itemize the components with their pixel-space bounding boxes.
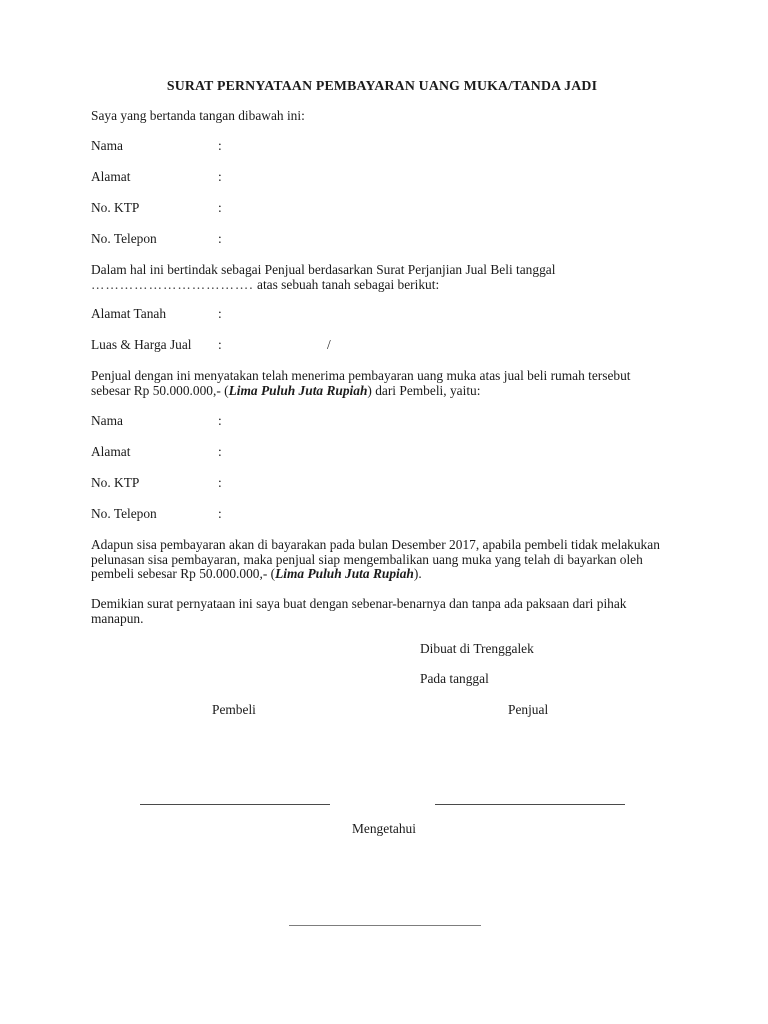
field-row-luas-harga-jual bbox=[91, 338, 673, 353]
luas-harga-separator: / bbox=[327, 337, 331, 353]
amount-in-words: Lima Puluh Juta Rupiah bbox=[275, 566, 414, 582]
field-label: No. KTP bbox=[91, 199, 140, 215]
field-row-no-telepon bbox=[91, 232, 673, 247]
field-row-no-telepon bbox=[91, 507, 673, 522]
field-colon: : bbox=[218, 337, 222, 353]
field-row-nama bbox=[91, 414, 673, 429]
remainder-paragraph bbox=[91, 538, 673, 582]
field-label: No. Telepon bbox=[91, 505, 157, 521]
basis-line2: atas sebuah tanah sebagai berikut: bbox=[253, 276, 440, 292]
seller-identity-fields bbox=[91, 139, 673, 247]
dotted-fill-in-line: ……………………………. bbox=[91, 276, 254, 292]
field-row-alamat bbox=[91, 170, 673, 185]
buyer-identity-fields bbox=[91, 414, 673, 522]
acknowledge-label: Mengetahui bbox=[352, 821, 416, 836]
made-at-line: Dibuat di Trenggalek bbox=[420, 640, 534, 656]
document-body bbox=[91, 78, 673, 718]
field-row-alamat bbox=[91, 445, 673, 460]
signature-party-labels bbox=[91, 703, 673, 718]
field-row-no-ktp bbox=[91, 201, 673, 216]
field-colon: : bbox=[218, 306, 222, 322]
field-label: Alamat bbox=[91, 443, 131, 459]
field-row-nama bbox=[91, 139, 673, 154]
remainder-text-end: ). bbox=[413, 566, 422, 582]
field-colon: : bbox=[218, 230, 222, 246]
basis-paragraph bbox=[91, 263, 673, 293]
payment-paragraph bbox=[91, 369, 673, 399]
payment-text: Penjual dengan ini menyatakan telah menerima pembayaran uang muka atas jual beli rumah tersebut sebesar Rp 50.000.000,- ( bbox=[91, 368, 631, 399]
buyer-signature-line bbox=[140, 804, 330, 805]
amount-in-words: Lima Puluh Juta Rupiah bbox=[228, 383, 368, 399]
field-label: Luas & Harga Jual bbox=[91, 337, 192, 353]
basis-line1: Dalam hal ini bertindak sebagai Penjual berdasarkan Surat Perjanjian Jual Beli tanggal bbox=[91, 261, 556, 277]
field-row-no-ktp bbox=[91, 476, 673, 491]
field-colon: : bbox=[218, 137, 222, 153]
document-title: SURAT PERNYATAAN PEMBAYARAN UANG MUKA/TANDA JADI bbox=[166, 78, 598, 93]
field-row-alamat-tanah bbox=[91, 307, 673, 322]
date-line: Pada tanggal bbox=[420, 671, 489, 687]
field-colon: : bbox=[218, 443, 222, 459]
remainder-text: Adapun sisa pembayaran akan di bayarakan pada bulan Desember 2017, apabila pembeli tidak melakukan pelunasan sisa pembayaran, maka penjual siap mengembalikan uang muka yang telah di bayarkan oleh pembeli sebesar Rp 50.000.000,- ( bbox=[91, 536, 660, 582]
land-fields bbox=[91, 307, 673, 353]
field-label: No. KTP bbox=[91, 474, 140, 490]
witness-signature-line bbox=[289, 925, 481, 926]
field-colon: : bbox=[218, 474, 222, 490]
field-colon: : bbox=[218, 168, 222, 184]
intro-paragraph: Saya yang bertanda tangan dibawah ini: bbox=[91, 108, 305, 123]
field-label: Nama bbox=[91, 412, 123, 428]
seller-signature-line bbox=[435, 804, 625, 805]
field-label: No. Telepon bbox=[91, 230, 157, 246]
buyer-label: Pembeli bbox=[212, 701, 256, 717]
field-colon: : bbox=[218, 199, 222, 215]
field-label: Alamat bbox=[91, 168, 131, 184]
field-colon: : bbox=[218, 412, 222, 428]
field-label: Nama bbox=[91, 137, 123, 153]
closing-paragraph: Demikian surat pernyataan ini saya buat dengan sebenar-benarnya dan tanpa ada paksaan dari pihak manapun. bbox=[91, 596, 627, 627]
field-label: Alamat Tanah bbox=[91, 306, 167, 322]
field-colon: : bbox=[218, 505, 222, 521]
payment-text-end: ) dari Pembeli, yaitu: bbox=[367, 383, 481, 399]
seller-label: Penjual bbox=[508, 701, 549, 717]
